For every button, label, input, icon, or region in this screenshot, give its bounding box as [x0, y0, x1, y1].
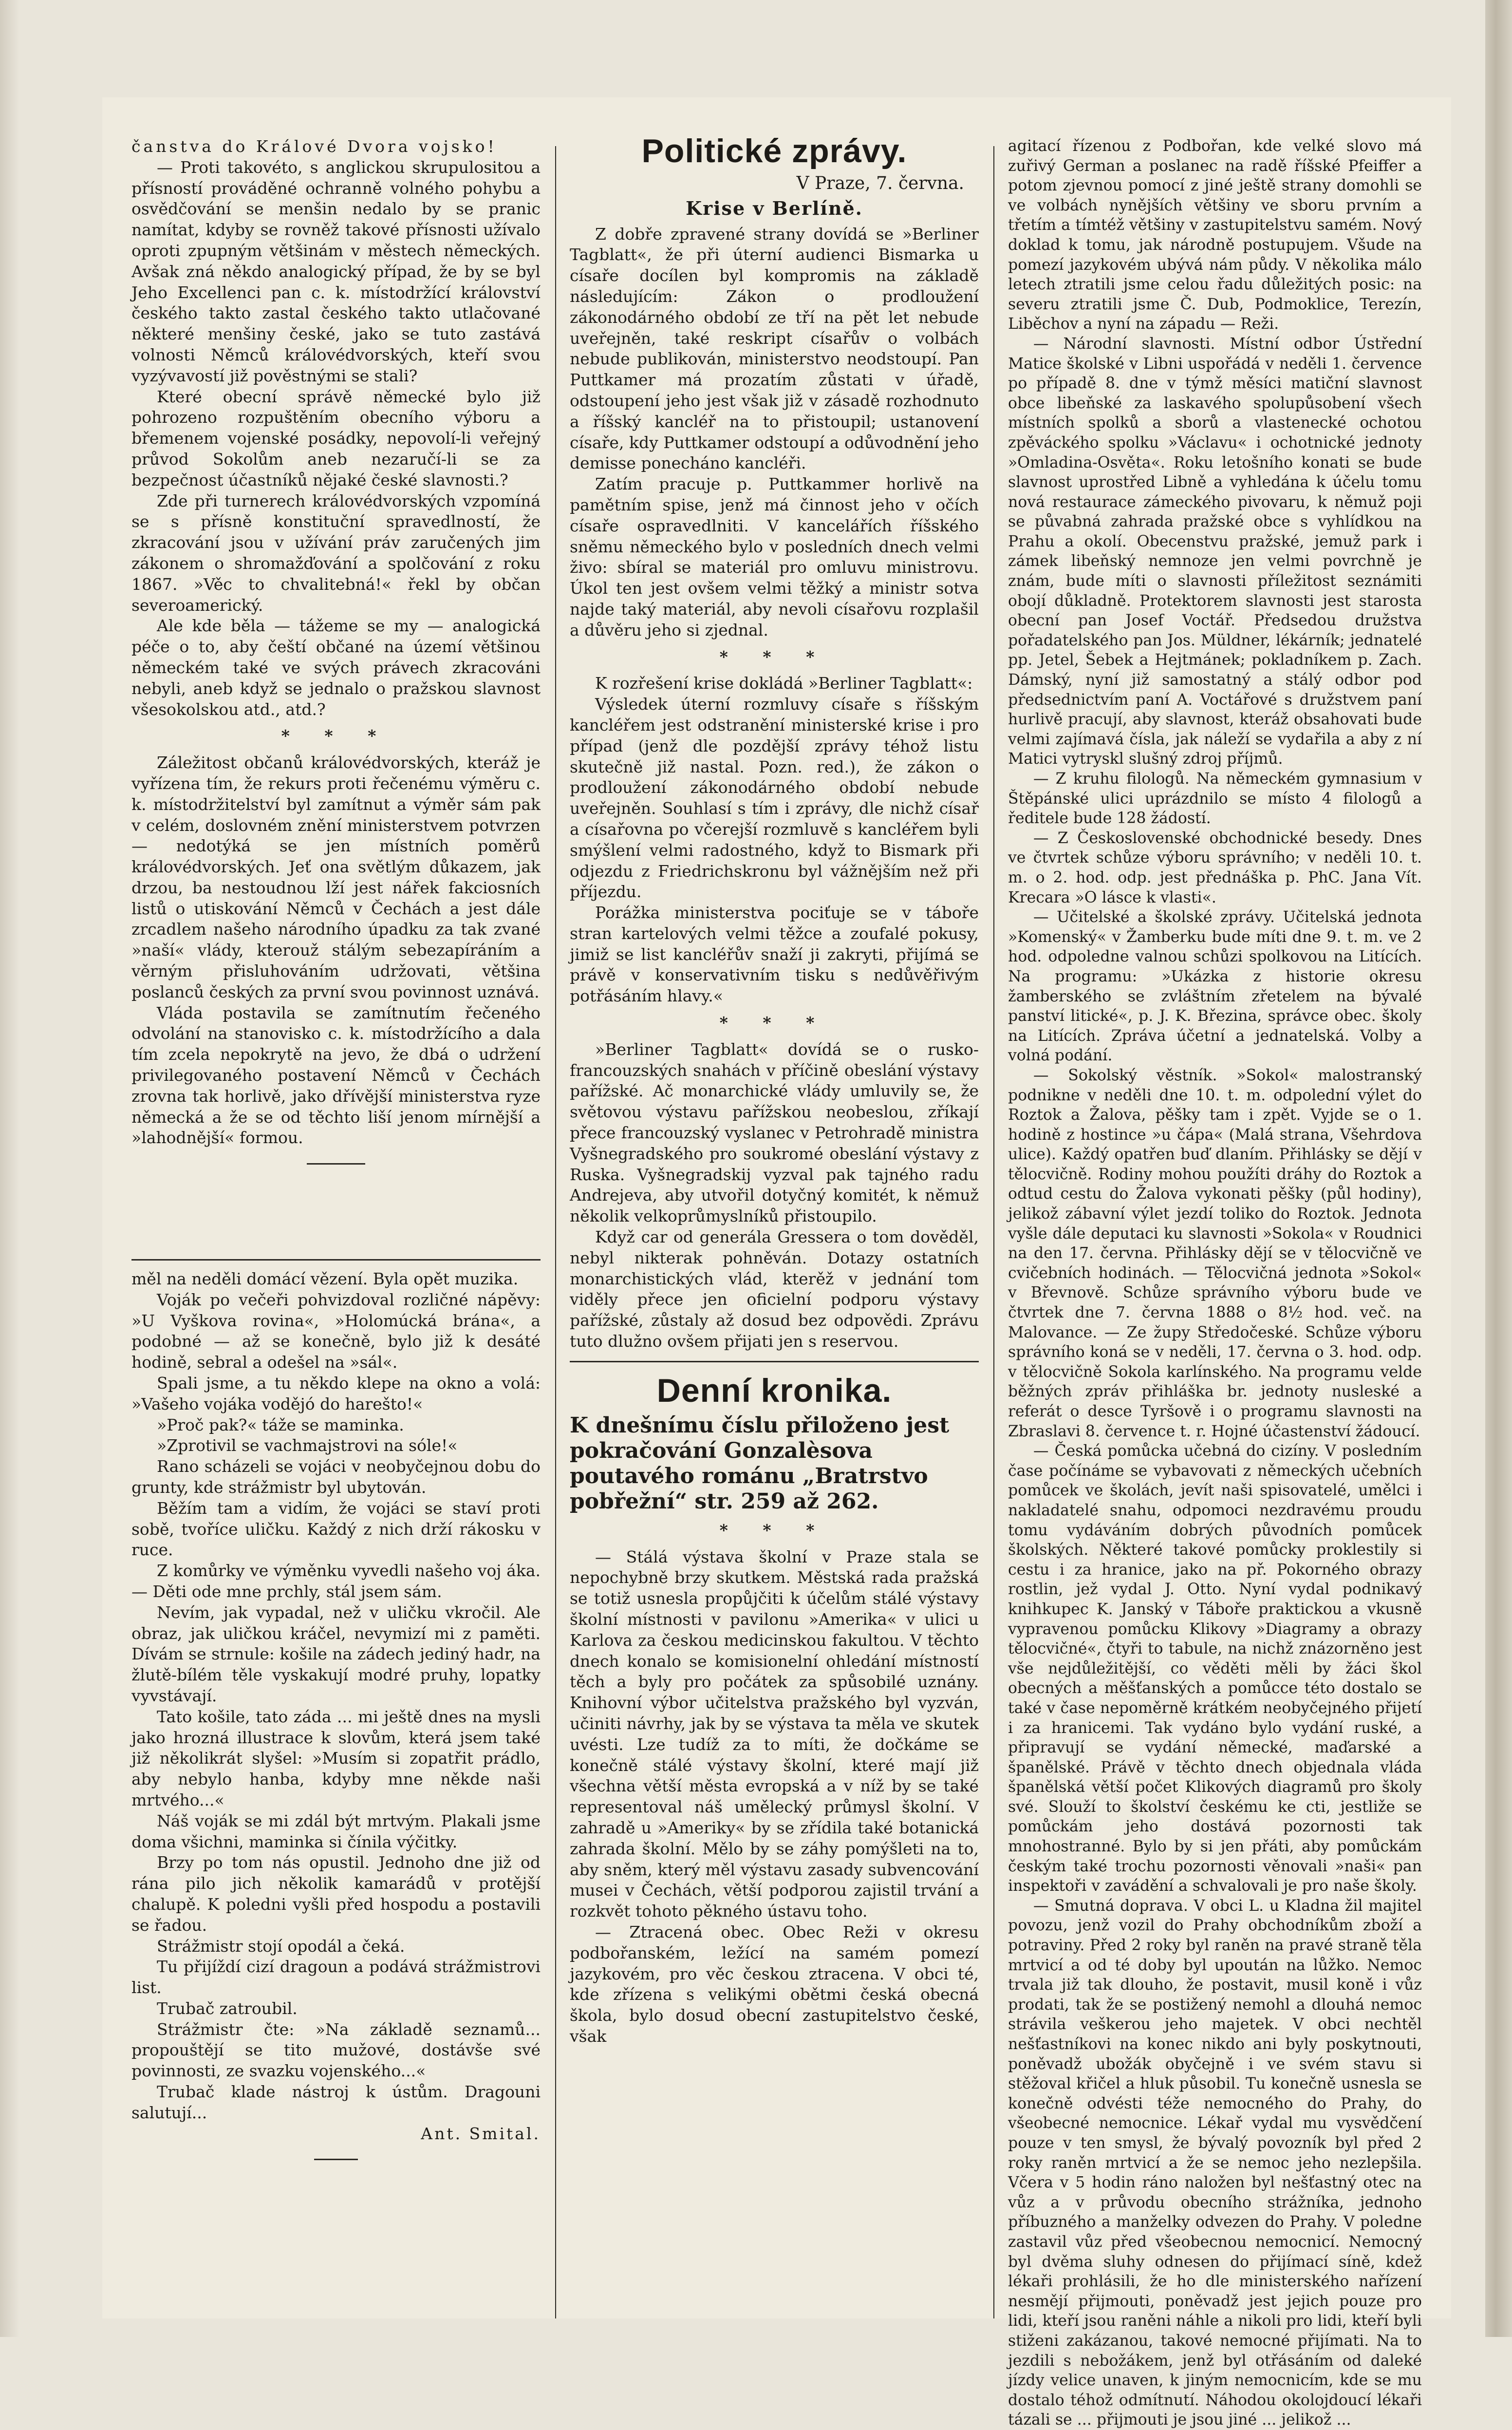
section-stars: * * * [719, 1013, 829, 1033]
feuilleton-para-9: Tato košile, tato záda ... mi ještě dnes na mysli jako hrozná illustrace k slovům, která jsem také již několikrát slyšel: »Musím si zopatřit prádlo, aby nebylo hanba, kdyby mne někde naši mrtvého...« [131, 1707, 541, 1809]
column-3 [1008, 136, 1422, 2430]
col3-para-7: — Smutná doprava. V obci L. u Kladna žil majitel povozu, jenž vozil do Prahy obchodníkům zboží a potraviny. Před 2 roky byl raněn na pravé straně těla mrtvicí a od té doby byl upoután na lůžko. Nemoc trvala již tak dlouho, že postavit, musil koně i vůz prodati, tak že se postižený nemohl a dlouhá nemoc strávila veškerou jeho majetek. V obci nechtěl nešťastníkovi na konec nikdo ani byly poskytnouti, poněvadž ubožák obyčejně i ve svém stavu si stěžoval křičel a hluk působil. Tu konečně usnesla se konečně odvésti téže nemocného do Prahy, do všeobecné nemocnice. Lékař vydal mu vysvědčení pouze v ten smysl, že bývalý povozník byl před 2 roky raněn mrtvicí a že se nemoc jeho nezlepšila. Včera v 5 hodin ráno naložen byl nešťastný otec na vůz a v průvodu obecního strážníka, jednoho příbuzného a manželky odvezen do Prahy. V poledne zastavil vůz před všeobecnou nemocnicí. Nemocný byl dvěma sluhy odnesen do přijímací síně, kdež lékaři prohlásili, že ho dle ministerského nařízení nesmějí přijmouti, poněvadž jest jejich pouze pro lidi, kteří jsou raněni náhle a nikoli pro lidi, kteří byli stiženi zakázanou, takové nemocné přijímati. Na to jezdili s nebožákem, jenž byl otřásáním od daleké jízdy velice unaven, k jiným nemocnicím, kde se mu dostalo téhož odmítnutí. Náhodou okolojdoucí lékaři tázali se ... přijmouti je jsou jiné ... jelikož ... [1008, 1897, 1422, 2429]
section-stars: * * * [281, 726, 391, 746]
dateline: V Praze, 7. června. [796, 173, 964, 193]
feuilleton-para-10: Náš voják se mi zdál být mrtvým. Plakali jsme doma všichni, maminka si čínila výčitky. [131, 1811, 541, 1851]
col2-para-a1: Zatím pracuje p. Puttkammer horlivě na pamětním spise, jenž má činnost jeho v očích císaře ospravedlniti. V kancelářích říšského sněmu německého bylo v posledních dnech velmi živo: sbíral se materiál pro omluvu ministrovu. Úkol ten jest ovšem velmi těžký a ministr sotva najde taký materiál, aby nevoli císařovu rozplašil a důvěru jeho si zjednal. [570, 474, 979, 640]
col2-para-b0: K rozřešení krise dokládá »Berliner Tagblatt«: [595, 674, 973, 693]
col3-para-2: — Z kruhu filologů. Na německém gymnasium v Štěpánské ulici uprázdnilo se místo 4 filologů a ředitele bude 128 žádostí. [1008, 770, 1422, 828]
col1-para-0: čanstva do Králové Dvora vojsko! [131, 137, 497, 156]
col2-para-c0: »Berliner Tagblatt« dovídá se o rusko-francouzských snahách v příčině obeslání výstavy pařížské. Ač monarchické vlády umluvily se, že světovou výstavu pařížskou neobeslou, zříkají přece francouzský vyslanec v Petrohradě ministra Vyšnegradského pro soukromé obeslání výstavy z Ruska. Vyšnegradskij vyzval pak tajného radu Andrejeva, aby utvořil dotyčný komitét, k němuž několik velkoprůmyslníků přistoupilo. [570, 1039, 979, 1226]
col3-para-3: — Z Československé obchodnické besedy. Dnes ve čtvrtek schůze výboru správního; v neděli 10. t. m. o 2. hod. odp. jest přednáška p. PhC. Jana Vít. Krecara »O lásce k vlasti«. [1008, 829, 1422, 906]
feuilleton-para-3: »Proč pak?« táže se maminka. [157, 1415, 404, 1434]
col3-para-1: — Národní slavnosti. Místní odbor Ústřední Matice školské v Libni uspořádá v neděli 1. července po případě 8. dne v týmž měsíci matiční slavnost obce libeňské za laskavého spolupůsobení všech místních spolků a sborů a vlastenecké ochotou zpěváckého spolku »Václavu« i ochotnické jednoty »Omladina-Osvěta«. Roku letošního konati se bude slavnost uprostřed Libně a vyhledána k účelu tomu nová restaurace zámeckého pivovaru, k němuž poji se půvabná zahrada pražské obce s vyhlídkou na Prahu a okolí. Obecenstvu pražské, jemuž park i zámek libeňský nemnoze jen velmi povrchně je znám, bude míti o slavnosti příležitost seznámiti obojí důkladně. Protektorem slavnosti jest starosta obecní pan Josef Voctář. Předsedou družstva pořadatelského pan Jos. Müldner, lékárník; jednatelé pp. Jetel, Šebek a Hejtmánek; pokladníkem p. Zach. Dámský, nyní již samostatný a stálý odbor pod předsednictvím paní A. Voctářové s družstvem paní hurlivě pracují, aby slavnost, kteráž obsahovati bude velmi zajímavá čísla, jak náleží se vydařila a aby z ní Matici vytryskl slušný zdroj příjmů. [1008, 335, 1422, 768]
section-stars: * * * [719, 1520, 829, 1540]
feuilleton-para-12: Strážmistr stojí opodál a čeká. [157, 1936, 405, 1956]
col1-para-6: Vláda postavila se zamítnutím řečeného odvolání na stanovisko c. k. místodržícího a dala tím zcela nepokrytě na jevo, že dbá o udržení privilegovaného postavení Němců v Čechách zrovna tak horlivě, jako dřívější ministerstva ryze německá a že se od těchto liší jenom mírnější a »lahodnější« formou. [131, 1003, 541, 1148]
col2-para-a0: Z dobře zpravené strany dovídá se »Berliner Tagblatt«, že při úterní audienci Bismarka u císaře docílen byl kompromis na základě následujícím: Zákon o prodloužení zákonodárného období ze tří na pět let nebude uveřejněn, také reskript císařův o volbách nebude publikován, ministerstvo neodstoupí. Pan Puttkamer má prozatím zůstati v úřadě, odstoupení jeho jest však již v zásadě rozhodnuto a říšský kancléř na to přistoupil; ustanovení císaře, kdy Puttkamer odstoupí a odůvodnění jeho demisse ponecháno kancléři. [570, 224, 979, 473]
col2-para-b2: Porážka ministerstva pociťuje se v táboře stran kartelových velmi těžce a zoufalé pokusy, jimiž se list kancléřův snaží ji zakryti, přijímá se právě v konservativním tisku s nedůvěřivým potřásáním hlavy.« [570, 903, 979, 1006]
short-rule [307, 1163, 365, 1165]
col1-para-2: Které obecní správě německé bylo již pohrozeno rozpuštěním obecního výboru a břemenem vojenské posádky, nepovolí-li veřejný průvod Sokolům aneb nezaručí-li se za bezpečnost účastníků nějaké české slavnosti.? [131, 387, 541, 490]
feuilleton-para-7: Z komůrky ve výměnku vyvedli našeho voj áka. — Děti ode mne prchly, stál jsem sám. [131, 1561, 541, 1601]
feuilleton-para-2: Spali jsme, a tu někdo klepe na okno a volá: »Vašeho vojáka vodějó do harešto!« [131, 1373, 541, 1413]
feuilleton-para-11: Brzy po tom nás opustil. Jednoho dne již od rána pilo jich několik kamarádů v protější chalupě. K poledni vyšli před hospodu a postavili se řadou. [131, 1853, 541, 1935]
col3-para-4: — Učitelské a školské zprávy. Učitelská jednota »Komenský« v Žamberku bude míti dne 9. t. m. ve 2 hod. odpoledne valnou schůzi spolkovou na Litících. Na programu: »Ukázka z historie okresu žamberského se zvláštním zřetelem na bývalé panství litické«, p. J. K. Březina, správce obec. školy na Litících. Zpráva účetní a jednatelská. Volby a volná podání. [1008, 908, 1422, 1065]
feuilleton-para-4: »Zprotivil se vachmajstrovi na sóle!« [157, 1436, 458, 1455]
feuilleton-divider [131, 1259, 541, 1261]
col1-para-1: — Proti takovéto, s anglickou skrupulositou a přísností prováděné ochranně volného pohybu a osvědčování se menšin nedalo by se pranic namítat, kdyby se rovněž takové přísnosti užívalo oproti zpupným většinám v městech německých. Avšak zná někdo analogický případ, že by se byl Jeho Excellenci pan c. k. místodržící království českého takto zastal českého takto utlačované některé menšiny české, jako se tuto zastává volnosti Němců královédvorských, kteří svou vyzývavostí již pověstnými se stali? [131, 157, 541, 385]
column-rule-2 [993, 146, 994, 2318]
page-left-edge [0, 0, 19, 2337]
author-signature: Ant. Smital. [421, 2124, 541, 2143]
col2-para-c1: Když car od generála Gressera o tom dověděl, nebyl nikterak pohněván. Dotazy ostatních monarchistických vlád, kterěž v jednání tom viděly přece jen oficielní podporu výstavy pařížské, zůstaly až dosud bez odpovědi. Zprávu tuto dlužno ovšem přijati jen s reservou. [570, 1227, 979, 1351]
feuilleton-para-8: Nevím, jak vypadal, než v uličku vkročil. Ale obraz, jak uličkou kráčel, nevymizí mi z paměti. Dívám se strnule: košile na zádech jediný hadr, na žlutě-bílém těle vyskakují modré pruhy, lopatky vyvstávají. [131, 1602, 541, 1705]
end-rule [314, 2159, 358, 2160]
chronicle-para-1: — Ztracená obec. Obec Reži v okresu podbořanském, ležící na samém pomezí jazykovém, pro věc českou ztracena. V obci té, kde zřízena s velikými obětmi česká obecná škola, bylo dosud obecní zastupitelstvo české, však [570, 1922, 979, 2046]
col1-para-3: Zde při turnerech královédvorských vzpomíná se s přísně konstituční spravedlností, že zkracování jsou v užívání práv zaručených jim zákonem o shromažďování a spolčování z roku 1867. »Věc to chvalitebná!« řekl by občan severoamerický. [131, 491, 541, 615]
feuilleton-para-5: Rano scházeli se vojáci v neobyčejnou dobu do grunty, kde strážmistr byl ubytován. [131, 1457, 541, 1497]
section-stars: * * * [719, 647, 829, 666]
column-1-feuilleton [131, 1269, 541, 2175]
feuilleton-para-1: Voják po večeři pohvizdoval rozličné nápěvy: »U Vyškova rovina«, »Holomúcká brána«, a podobné — až se konečně, bylo již k desáté hodině, sebral a odešel na »sál«. [131, 1290, 541, 1372]
feuilleton-para-16: Trubač klade nástroj k ústům. Dragouni salutují... [131, 2082, 541, 2122]
subheading-crisis: Krise v Berlíně. [686, 197, 863, 219]
feuilleton-para-13: Tu přijíždí cizí dragoun a podává strážmistrovi list. [131, 1957, 541, 1997]
section-divider [570, 1361, 979, 1362]
page-right-edge [1485, 0, 1512, 2337]
col2-para-b1: Výsledek úterní rozmluvy císaře s říšským kancléřem jest odstranění ministerské krise i pro případ (jenž dle pozdější zprávy téhož listu skutečně již nastal. Pozn. red.), že zákon o prodloužení zákonodárného období nebude uveřejněn. Souhlasí s tím i zprávy, dle nichž císař a císařovna po včerejší rozmluvě s kancléřem byli smýšlení velmi radostného, když to Bismark při odjezdu z Friedrichskronu byl vážnějším než při příjezdu. [570, 695, 979, 902]
supplement-notice: K dnešnímu číslu přiloženo jest pokračování Gonzalèsova poutavého románu „Bratrstvo pobřežní“ str. 259 až 262. [570, 1413, 950, 1514]
section-title-political: Politické zprávy. [641, 132, 907, 170]
col1-para-4: Ale kde běla — tážeme se my — analogická péče o to, aby čeští občané na území většinou německém také ve svých právech zkracováni nebyli, aneb když se jednalo o pražskou slavnost všesokolskou atd., atd.? [131, 616, 541, 719]
section-title-chronicle: Denní kronika. [656, 1372, 892, 1409]
col3-para-6: — Česká pomůcka učebná do cizíny. V posledním čase počínáme se vybavovati z německých učebních pomůcek ve školách, jevít naši spisovatelé, umělci i nakladatelé snahu, odpomoci nezdravému proudu tomu vydáváním dobrých původních pomůcek školských. Některé takové pomůcky proklestily si cestu i za hranice, jako na př. Pokorného obrazy rostlin, jež vydal J. Otto. Nyní vydal podnikavý knihkupec K. Janský v Táboře praktickou a vkusně vypravenou pomůcku Klikovy »Diagramy a obrazy tělocvičné«, čtyři to tabule, na nichž znázorněno jest vše nejdůležitější, co věděti měli by žáci škol obecných a měšťanských a pomůcce této dostalo se také v čase nepoměrně krátkém neobyčejného přijetí i za hranicemi. Tak vydáno bylo vydání ruské, a připravují se vydání německé, maďarské a španělské. Právě v těchto dnech objednala vláda španělská větší počet Klikových diagramů pro školy své. Slouží to školství českému ke cti, jestliže se pomůckám jeho dostává pozornosti tak mnohostranné. Bylo by si jen přáti, aby pomůckám českým také trochu pozornosti věnovali »naši« pan inspektoři v zavádění a schvalovali je pro naše školy. [1008, 1442, 1422, 1895]
feuilleton-para-15: Strážmistr čte: »Na základě seznamů... propouštějí se tito mužové, dostávše své povinnosti, ze svazku vojenského...« [131, 2019, 541, 2081]
col1-para-5: Záležitost občanů královédvorských, kteráž je vyřízena tím, že rekurs proti řečenému výměru c. k. místodržitelství byl zamítnut a výměr sám pak v celém, doslovném znění ministerstvem potvrzen — nedotýká se jen místních poměrů královédvorských. Jeť ona světlým důkazem, jak drzou, ba nestoudnou lží jest nářek fakciosních listů o utiskování Němců v Čechách a jest dále zrcadlem našeho národního úpadku za tak zvané »naší« vlády, kterouž stálým sebezapíráním a věrným přisluhováním udržovati, většina poslanců českých za první svou povinnost uznává. [131, 753, 541, 1001]
feuilleton-para-6: Běžím tam a vidím, že vojáci se staví proti sobě, tvoříce uličku. Každý z nich drží rákosku v ruce. [131, 1498, 541, 1560]
feuilleton-para-14: Trubač zatroubil. [157, 1998, 298, 2018]
column-2 [570, 132, 979, 2047]
col3-para-5: — Sokolský věstník. »Sokol« malostranský podnikne v neděli dne 10. t. m. odpolední výlet do Roztok a Žalova, pěšky tam i zpět. Vyjde se o 1. hodině z hostince »u čápa« (Malá strana, Všehrdova ulice). Každý opatřen buď dlaním. Přihlásky se dějí v tělocvičně. Rodiny mohou použíti dráhy do Roztok a odtud cestu do Žalova vykonati pěšky (půl hodiny), jelikož zábavní výlet jezdí toliko do Roztok. Jednota vyšle dále deputaci ku slavnosti »Sokola« v Roudnici na den 17. června. Přihlásky dějí se v tělocvičně ve cvičebních hodinách. — Tělocvičná jednota »Sokol« v Břevnově. Schůze správního výboru bude ve čtvrtek dne 7. června 1888 o 8½ hod. več. na Malovance. — Ze župy Středočeské. Schůze výboru správního koná se v neděli, 17. června o 3. hod. odp. v tělocvičně Sokola karlínského. Na programu velde běžných zpráv přihláška br. jednoty nusleské a referát o desce Tyršově i o programu slavnosti na Zbraslavi 8. července t. r. Hojné účastenství žádoucí. [1008, 1066, 1422, 1440]
column-rule-1 [555, 146, 556, 2318]
col3-para-0: agitací řízenou z Podbořan, kde velké slovo má zuřivý German a poslanec na radě říšské Pfeiffer a potom zjevnou pomocí z jiné ještě strany domohli se ve volbách nynějších většiny ve sboru prvním a třetím a tímtéž většiny v zastupitelstvu samém. Nový doklad k tomu, jak národně postupujem. Všude na pomezí jazykovém ubývá nám půdy. V několika málo letech ztratili jsme celou řadu důležitých posic: na severu ztratili jsme Č. Dub, Podmoklice, Terezín, Liběchov a nyní na západu — Reži. [1008, 137, 1422, 333]
column-1 [131, 136, 541, 1179]
feuilleton-para-0: měl na neděli domácí vězení. Byla opět muzika. [131, 1269, 519, 1288]
chronicle-para-0: — Stálá výstava školní v Praze stala se nepochybně brzy skutkem. Městská rada pražská se totiž usnesla propůjčiti k účelům stálé výstavy školní místnosti v pavilonu »Amerika« v ulici u Karlova za českou medicinskou fakultou. V těchto dnech konalo se komisionelní ohledání místností těch a byly pro počátek za spůsobilé uznány. Knihovní výbor učitelstva pražského byl vyzván, učiniti návrhy, jak by se výstava ta měla ve skutek uvésti. Lze tudíž za to míti, že dočkáme se konečně stálé výstavy školní, které mají již všechna větší města evropská a v níž by se také representoval náš umělecký průmysl školní. V zahradě u »Ameriky« by se zřídila také botanická zahrada školní. Mělo by se záhy pomýšleti na to, aby sněm, který měl výstavu zasady subvencování musei v Čechách, větší podporou zajistil trvání a rozkvět tohoto pěkného ústavu toho. [570, 1547, 979, 1921]
